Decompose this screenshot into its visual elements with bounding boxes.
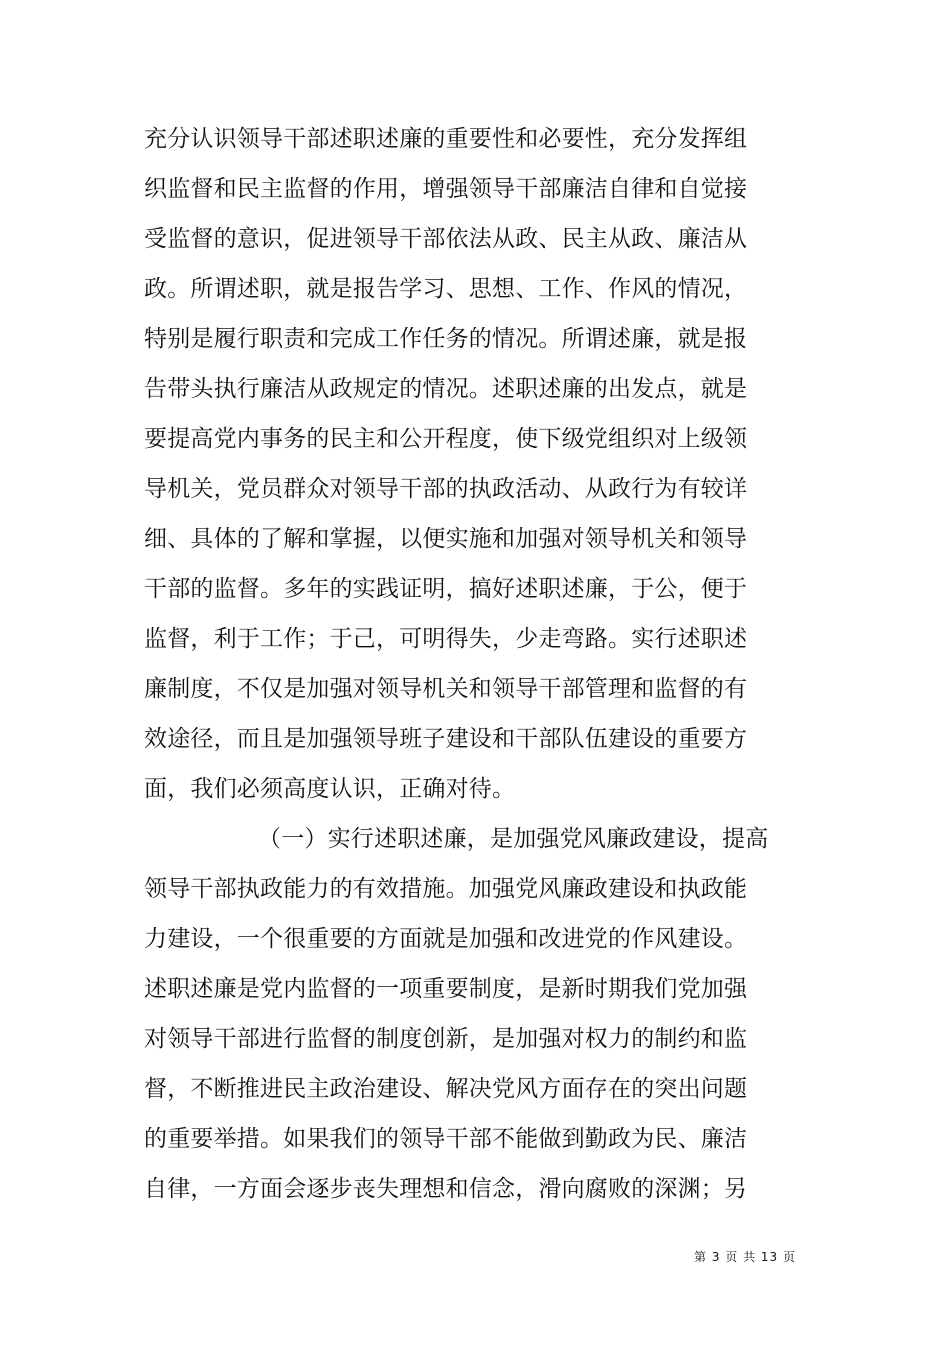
body-text-line: 面，我们必须高度认识，正确对待。 xyxy=(144,776,516,802)
body-text-line: 述职述廉是党内监督的一项重要制度，是新时期我们党加强 xyxy=(144,976,748,1002)
body-text-line: 督，不断推进民主政治建设、解决党风方面存在的突出问题 xyxy=(144,1076,748,1102)
body-text-line: 领导干部执政能力的有效措施。加强党风廉政建设和执政能 xyxy=(144,876,748,902)
section-heading-line: （一）实行述职述廉，是加强党风廉政建设，提高 xyxy=(258,826,769,852)
body-text-line: 政。所谓述职，就是报告学习、思想、工作、作风的情况， xyxy=(144,276,748,302)
body-text-line: 干部的监督。多年的实践证明，搞好述职述廉，于公，便于 xyxy=(144,576,748,602)
body-text-line: 自律，一方面会逐步丧失理想和信念，滑向腐败的深渊；另 xyxy=(144,1176,748,1202)
body-text-line: 廉制度，不仅是加强对领导机关和领导干部管理和监督的有 xyxy=(144,676,748,702)
body-text-line: 充分认识领导干部述职述廉的重要性和必要性，充分发挥组 xyxy=(144,126,748,152)
body-text-line: 告带头执行廉洁从政规定的情况。述职述廉的出发点，就是 xyxy=(144,376,748,402)
body-text-line: 力建设，一个很重要的方面就是加强和改进党的作风建设。 xyxy=(144,926,748,952)
body-text-line: 监督，利于工作；于己，可明得失，少走弯路。实行述职述 xyxy=(144,626,748,652)
page-number-footer: 第 3 页 共 13 页 xyxy=(694,1250,796,1264)
body-text-line: 特别是履行职责和完成工作任务的情况。所谓述廉，就是报 xyxy=(144,326,748,352)
body-text-line: 细、具体的了解和掌握，以便实施和加强对领导机关和领导 xyxy=(144,526,748,552)
body-text-line: 受监督的意识，促进领导干部依法从政、民主从政、廉洁从 xyxy=(144,226,748,252)
body-text-line: 导机关，党员群众对领导干部的执政活动、从政行为有较详 xyxy=(144,476,748,502)
body-text-line: 对领导干部进行监督的制度创新，是加强对权力的制约和监 xyxy=(144,1026,748,1052)
body-text-line: 织监督和民主监督的作用，增强领导干部廉洁自律和自觉接 xyxy=(144,176,748,202)
body-text-line: 要提高党内事务的民主和公开程度，使下级党组织对上级领 xyxy=(144,426,748,452)
body-text-line: 的重要举措。如果我们的领导干部不能做到勤政为民、廉洁 xyxy=(144,1126,748,1152)
body-text-line: 效途径，而且是加强领导班子建设和干部队伍建设的重要方 xyxy=(144,726,748,752)
